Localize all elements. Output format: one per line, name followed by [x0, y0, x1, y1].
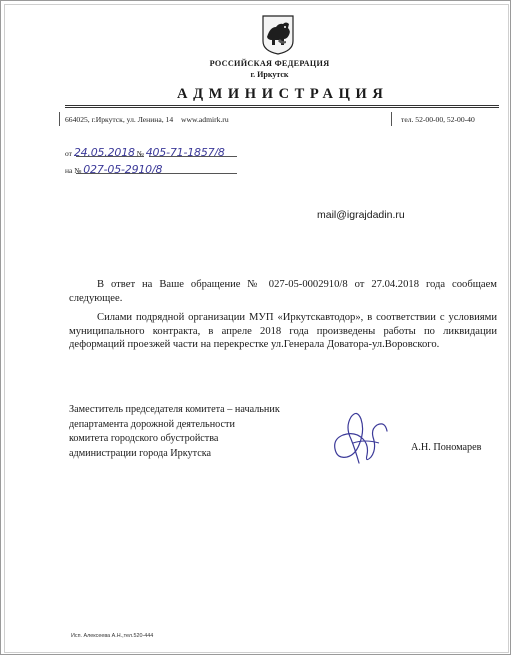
coat-of-arms-icon: [262, 15, 294, 55]
handwritten-date: 24.05.2018: [73, 146, 135, 159]
to-prefix: на №: [65, 166, 82, 175]
header-divider: [65, 105, 499, 106]
website-link[interactable]: www.admirk.ru: [181, 115, 229, 124]
body-paragraph-1: В ответ на Ваше обращение № 027-05-0002910/8 от 27.04.2018 года сообщаем следующее.: [69, 279, 497, 304]
redacted-recipient: [312, 169, 486, 205]
address-left-border: [59, 112, 60, 126]
number-prefix: №: [136, 149, 144, 158]
city-heading: г. Иркутск: [250, 70, 289, 79]
header-divider-secondary: [65, 107, 499, 108]
phone-numbers: тел. 52-00-00, 52-00-40: [401, 115, 475, 124]
outgoing-reference: [65, 146, 225, 159]
number-underline: [149, 156, 237, 157]
signatory-title-line: департамента дорожной деятельности: [69, 418, 235, 430]
signatory-name: А.Н. Пономарев: [411, 442, 482, 453]
signatory-title-line: комитета городского обустройства: [69, 433, 219, 444]
signatory-title-line: администрации города Иркутска: [69, 447, 212, 459]
country-heading: РОССИЙСКАЯ ФЕДЕРАЦИЯ: [209, 59, 330, 68]
signatory-title: [69, 403, 280, 461]
incoming-reference: [65, 163, 162, 176]
from-prefix: от: [65, 149, 72, 158]
address-line: [65, 115, 229, 124]
body-paragraph-2: Силами подрядной организации МУП «Иркутскавтодор», в соответствии с условиями муниципального контракта, в апреле 2018 года произведены работы по ликвидации деформаций проезжей части на перекрестке ул.Генерала Доватора-ул.Воровского.: [69, 312, 497, 351]
postal-address: 664025, г.Иркутск, ул. Ленина, 14: [65, 115, 174, 124]
signatory-title-line: Заместитель председателя комитета – начальник: [69, 404, 280, 415]
handwritten-incoming-number: 027-05-2910/8: [83, 163, 163, 176]
organization-heading: АДМИНИСТРАЦИЯ: [177, 86, 389, 102]
incoming-underline: [76, 173, 237, 174]
executor-note: Исп. Алексеева А.Н.,тел.520-444: [71, 633, 154, 639]
handwritten-signature: [329, 409, 391, 465]
address-separator: [391, 112, 392, 126]
date-underline: [76, 156, 144, 157]
handwritten-number: 405-71-1857/8: [145, 146, 225, 159]
recipient-email: mail@igrajdadin.ru: [317, 209, 405, 221]
